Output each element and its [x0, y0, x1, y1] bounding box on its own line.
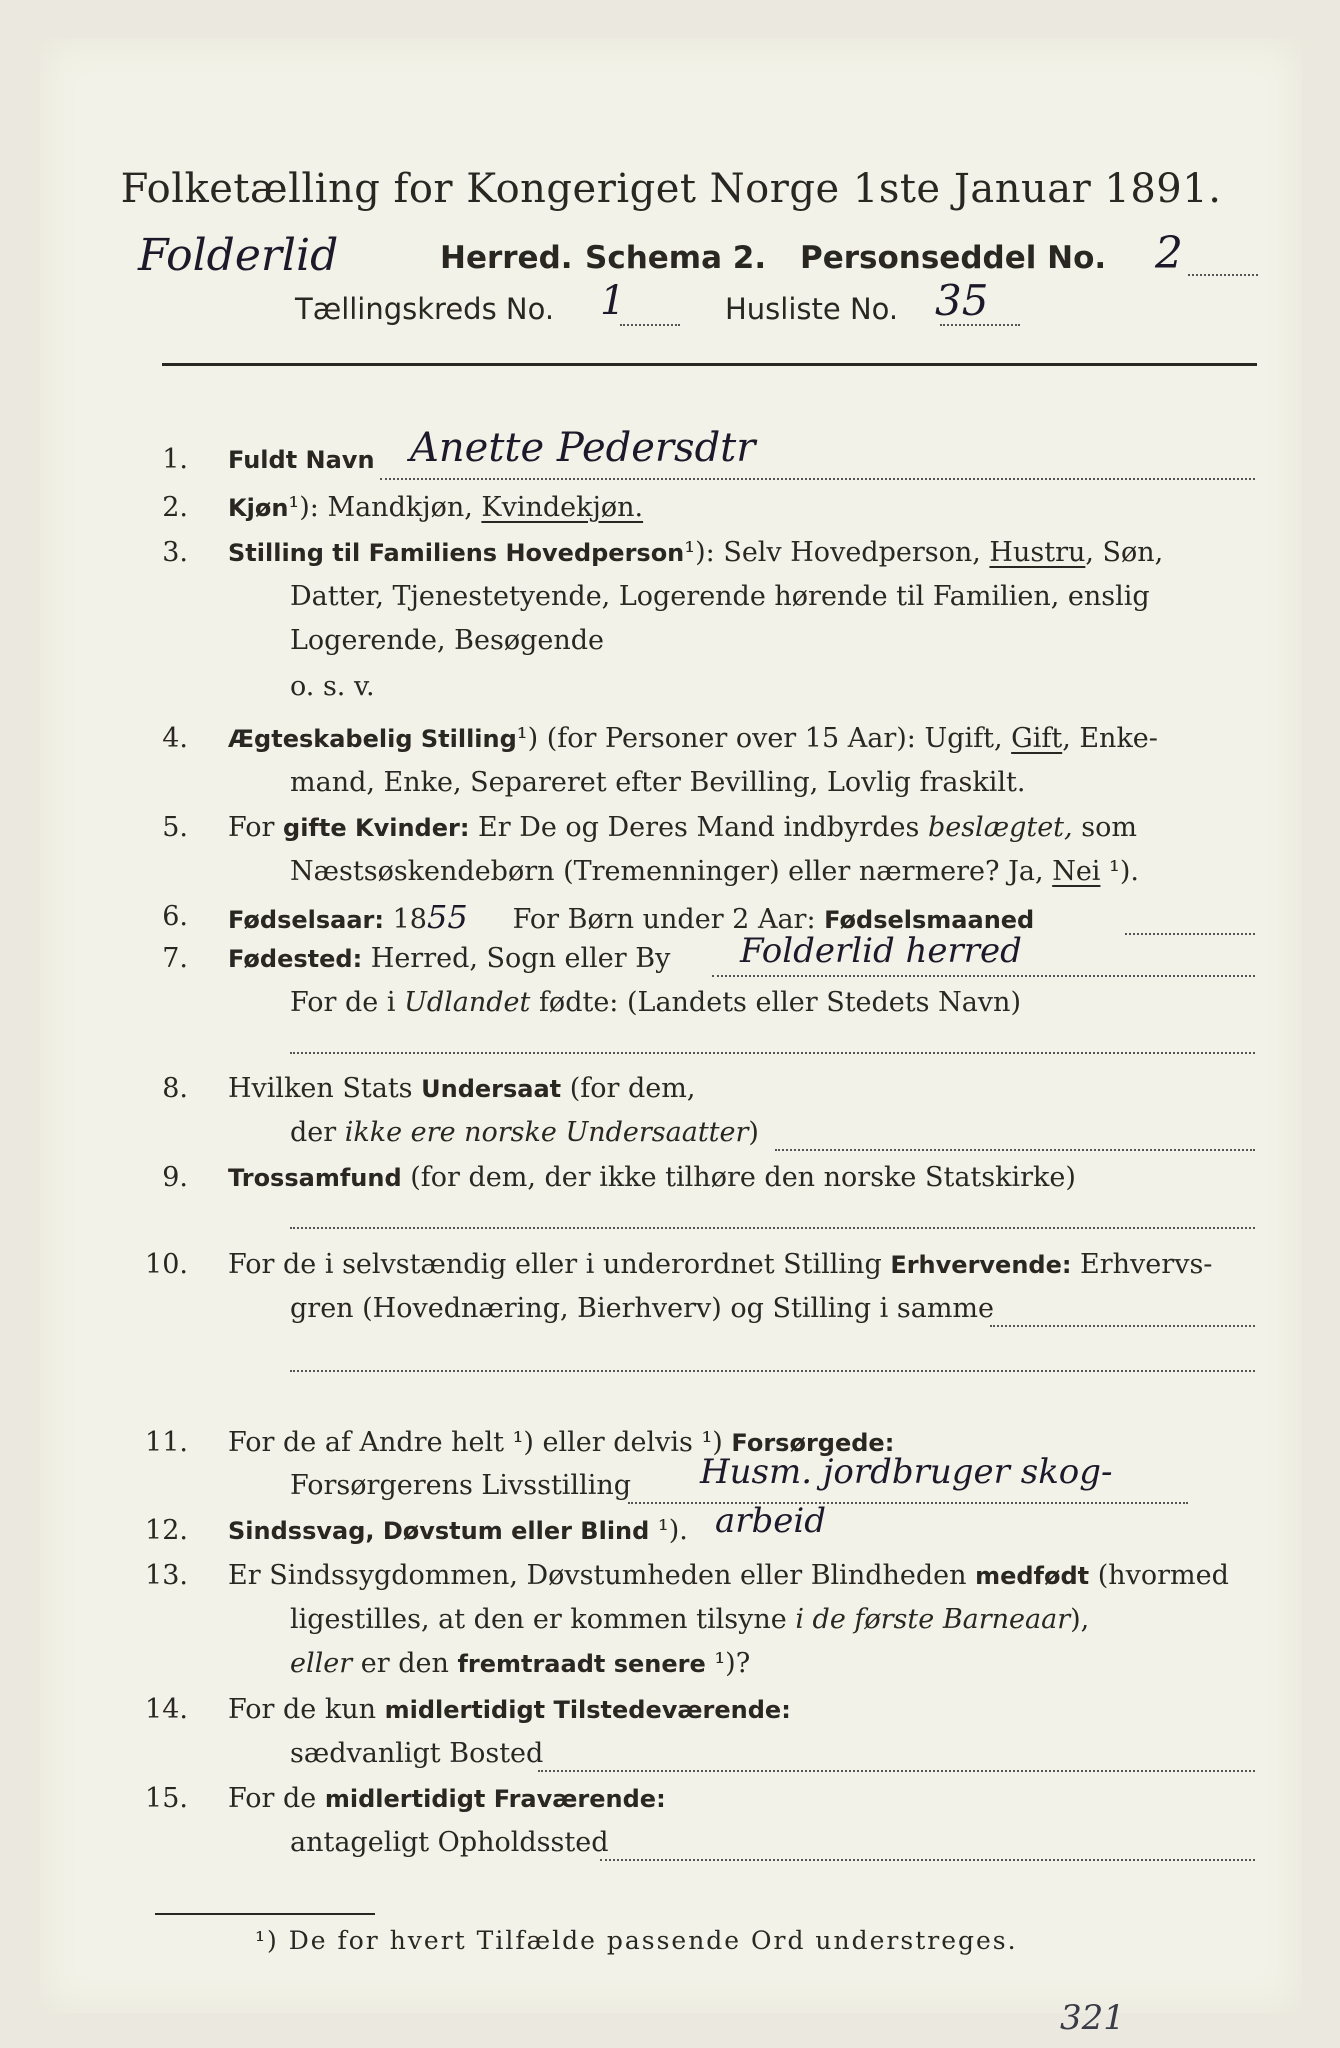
item-text: ¹).	[649, 1515, 688, 1546]
item-text: (hvormed	[1089, 1560, 1229, 1591]
item-label: fremtraadt senere	[457, 1650, 706, 1678]
item-label: Ægteskabelig Stilling	[228, 725, 517, 753]
item-text: (for dem,	[561, 1073, 696, 1104]
taellingskreds-value: 1	[600, 278, 626, 324]
item-number: 10.	[145, 1249, 188, 1280]
item-text: er den	[352, 1648, 458, 1679]
item-text: For de af Andre helt ¹) eller delvis ¹)	[228, 1427, 732, 1458]
footnote-rule	[155, 1913, 375, 1915]
item-label: Sindssvag, Døvstum eller Blind	[228, 1517, 650, 1545]
item-text: antageligt Opholdssted	[290, 1827, 609, 1858]
archive-number-handwritten: 321	[1060, 1998, 1125, 2038]
item-text: mand, Enke, Separeret efter Bevilling, Lovlig fraskilt.	[290, 767, 1026, 798]
item-8-dots	[775, 1149, 1255, 1151]
kreds-dots	[620, 324, 680, 326]
item-text: ¹)?	[705, 1648, 751, 1679]
item-text: For de i	[290, 987, 405, 1018]
item-number: 14.	[145, 1694, 188, 1725]
item-text: ¹): Mandkjøn,	[288, 492, 482, 523]
item-text: ),	[1070, 1604, 1090, 1635]
occupation-continuation-handwritten: arbeid	[715, 1501, 827, 1541]
item-label: Fødselsmaaned	[824, 906, 1035, 934]
item-text: Erhvervs-	[1071, 1249, 1213, 1280]
item-number: 2.	[162, 492, 188, 523]
item-number: 11.	[145, 1427, 188, 1458]
item-label: Trossamfund	[228, 1164, 402, 1192]
schema-label: Schema 2.	[585, 240, 767, 276]
underlined-answer: Nei	[1052, 856, 1101, 887]
item-label: Stilling til Familiens Hovedperson	[228, 539, 685, 567]
item-14-dots	[538, 1770, 1255, 1772]
item-text: Er Sindssygdommen, Døvstumheden eller Blindheden	[228, 1560, 976, 1591]
item-number: 15.	[145, 1783, 188, 1814]
item-number: 8.	[162, 1073, 188, 1104]
herred-label: Herred.	[440, 240, 573, 276]
item-text: Logerende, Besøgende	[290, 625, 604, 656]
underlined-answer: Hustru	[989, 537, 1086, 568]
item-7-blank-dots	[290, 1052, 1255, 1054]
item-text-italic: beslægtet,	[927, 812, 1073, 843]
husliste-label: Husliste No.	[725, 292, 899, 326]
item-text: Er De og Deres Mand indbyrdes	[469, 812, 928, 843]
personseddel-number: 2	[1155, 228, 1183, 279]
item-text-italic: Udlandet	[404, 987, 531, 1018]
item-label: Fødested:	[228, 945, 363, 973]
item-10-blank-dots	[290, 1370, 1255, 1372]
item-text: der	[290, 1117, 345, 1148]
item-text: For Børn under 2 Aar:	[512, 904, 825, 935]
personseddel-label: Personseddel No.	[800, 240, 1107, 276]
item-text: Forsørgerens Livsstilling	[290, 1470, 632, 1501]
item-text: Hvilken Stats	[228, 1073, 422, 1104]
item-number: 4.	[162, 723, 188, 754]
taellingskreds-label: Tællingskreds No.	[295, 292, 555, 326]
item-text-italic: i de første Barneaar	[795, 1604, 1071, 1635]
item-number: 5.	[162, 812, 188, 843]
husliste-value: 35	[935, 276, 989, 325]
item-text: gren (Hovednæring, Bierhverv) og Stilling i samme	[290, 1293, 995, 1324]
item-label: medfødt	[975, 1562, 1090, 1590]
item-text: , Søn,	[1085, 537, 1164, 568]
footnote: ¹) De for hvert Tilfælde passende Ord understreges.	[255, 1926, 1018, 1955]
item-number: 12.	[145, 1515, 188, 1546]
item-text: )	[748, 1117, 759, 1148]
item-text: Næstsøskendebørn (Tremenninger) eller nærmere? Ja,	[290, 856, 1053, 887]
herred-handwritten: Folderlid	[138, 230, 339, 281]
item-text: ligestilles, at den er kommen tilsyne	[290, 1604, 796, 1635]
item-label: Erhvervende:	[890, 1251, 1072, 1279]
form-title: Folketælling for Kongeriget Norge 1ste Januar 1891.	[120, 166, 1222, 212]
item-text: 18	[384, 904, 427, 935]
item-9-blank-dots	[290, 1227, 1255, 1229]
item-text: For de i selvstændig eller i underordnet Stilling	[228, 1249, 891, 1280]
birth-year-handwritten: 55	[426, 898, 468, 936]
item-1-dots	[380, 478, 1255, 480]
item-text: ¹): Selv Hovedperson,	[684, 537, 990, 568]
item-text: sædvanligt Bosted	[290, 1738, 544, 1769]
personseddel-dots	[1188, 274, 1258, 276]
item-label: Fuldt Navn	[228, 446, 375, 474]
item-text: For de	[228, 1783, 325, 1814]
item-text-italic: eller	[290, 1648, 353, 1679]
provider-occupation-handwritten: Husm. jordbruger skog-	[700, 1452, 1113, 1492]
item-label: Undersaat	[421, 1075, 562, 1103]
item-10-dots	[990, 1325, 1255, 1327]
item-number: 6.	[162, 901, 188, 932]
item-number: 3.	[162, 537, 188, 568]
item-number: 9.	[162, 1162, 188, 1193]
header-rule	[162, 363, 1257, 366]
item-text: fødte: (Landets eller Stedets Navn)	[530, 987, 1021, 1018]
item-text: ¹) (for Personer over 15 Aar): Ugift,	[516, 723, 1012, 754]
birthplace-handwritten: Folderlid herred	[740, 931, 1022, 971]
item-number: 13.	[145, 1560, 188, 1591]
item-text: som	[1072, 812, 1137, 843]
item-text: For de kun	[228, 1694, 385, 1725]
item-text: ¹).	[1100, 856, 1139, 887]
item-label: Forsørgede:	[731, 1429, 895, 1457]
item-label: midlertidigt Fraværende:	[324, 1785, 666, 1813]
item-text: For	[228, 812, 284, 843]
item-label: Fødselsaar:	[228, 906, 384, 934]
item-15-dots	[600, 1859, 1255, 1861]
item-number: 1.	[162, 444, 188, 475]
item-text: , Enke-	[1062, 723, 1158, 754]
item-label: gifte Kvinder:	[283, 814, 470, 842]
underlined-answer: Gift	[1011, 723, 1063, 754]
item-label: midlertidigt Tilstedeværende:	[384, 1696, 791, 1724]
item-number: 7.	[162, 943, 188, 974]
husliste-dots	[940, 324, 1020, 326]
item-6-dots	[1125, 933, 1255, 935]
item-text: (for dem, der ikke tilhøre den norske Statskirke)	[401, 1162, 1076, 1193]
name-handwritten: Anette Pedersdtr	[410, 425, 756, 471]
underlined-answer: Kvindekjøn.	[481, 492, 644, 523]
item-text: o. s. v.	[290, 671, 375, 702]
item-label: Kjøn	[228, 494, 289, 522]
item-text: Datter, Tjenestetyende, Logerende hørende til Familien, enslig	[290, 581, 1150, 612]
census-form	[40, 38, 1302, 2038]
item-7-dots	[712, 975, 1255, 977]
item-text: Herred, Sogn eller By	[362, 943, 671, 974]
item-text-italic: ikke ere norske Undersaatter	[344, 1117, 749, 1148]
item-11-dots	[628, 1502, 1188, 1504]
